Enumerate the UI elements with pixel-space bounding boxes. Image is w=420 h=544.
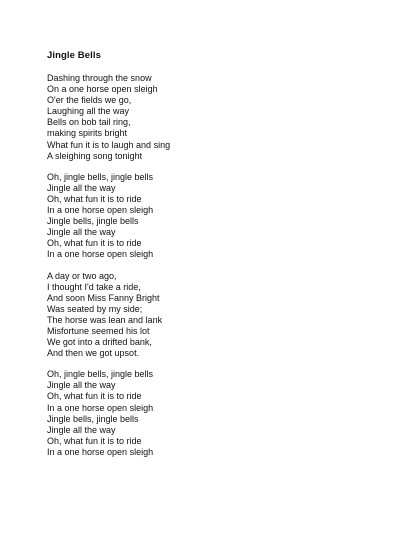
stanza-1 [47,73,377,162]
lyric-line: A sleighing song tonight [47,150,143,161]
lyric-line: Jingle all the way [47,227,116,238]
lyric-line: And soon Miss Fanny Bright [47,292,160,303]
lyric-line: In a one horse open sleigh [47,205,154,216]
lyric-line: Misfortune seemed his lot [47,325,150,336]
lyric-line: And then we got upsot. [47,348,140,359]
document-content [47,50,377,468]
song-title: Jingle Bells [47,50,101,61]
lyric-line: In a one horse open sleigh [47,249,154,260]
lyric-line: Jingle all the way [47,380,116,391]
lyric-line: A day or two ago, [47,270,117,281]
lyric-line: Jingle bells, jingle bells [47,413,139,424]
lyric-line: In a one horse open sleigh [47,402,154,413]
lyric-line: Jingle all the way [47,182,116,193]
lyric-line: Laughing all the way [47,106,130,117]
lyric-line: Oh, what fun it is to ride [47,391,142,402]
lyric-line: Dashing through the snow [47,73,152,83]
lyric-line: I thought I'd take a ride, [47,281,141,292]
lyric-line: Oh, jingle bells, jingle bells [47,369,154,380]
lyric-line: We got into a drifted bank, [47,337,152,348]
lyric-line: making spirits bright [47,128,128,139]
lyric-line: In a one horse open sleigh [47,446,154,457]
lyric-line: Jingle bells, jingle bells [47,216,139,227]
lyric-line: Jingle all the way [47,424,116,435]
lyric-line: Bells on bob tail ring, [47,117,131,128]
lyric-line: Oh, what fun it is to ride [47,238,142,249]
lyric-line: Oh, what fun it is to ride [47,193,142,204]
lyric-line: What fun it is to laugh and sing [47,139,171,150]
stanza-3 [47,271,377,360]
lyric-line: The horse was lean and lank [47,314,163,325]
lyric-line: Was seated by my side; [47,303,143,314]
lyric-line: Oh, what fun it is to ride [47,435,142,446]
lyric-line: O'er the fields we go, [47,95,132,106]
stanza-2 [47,172,377,261]
stanza-4 [47,369,377,458]
lyric-line: Oh, jingle bells, jingle bells [47,171,154,182]
lyric-line: On a one horse open sleigh [47,84,158,95]
